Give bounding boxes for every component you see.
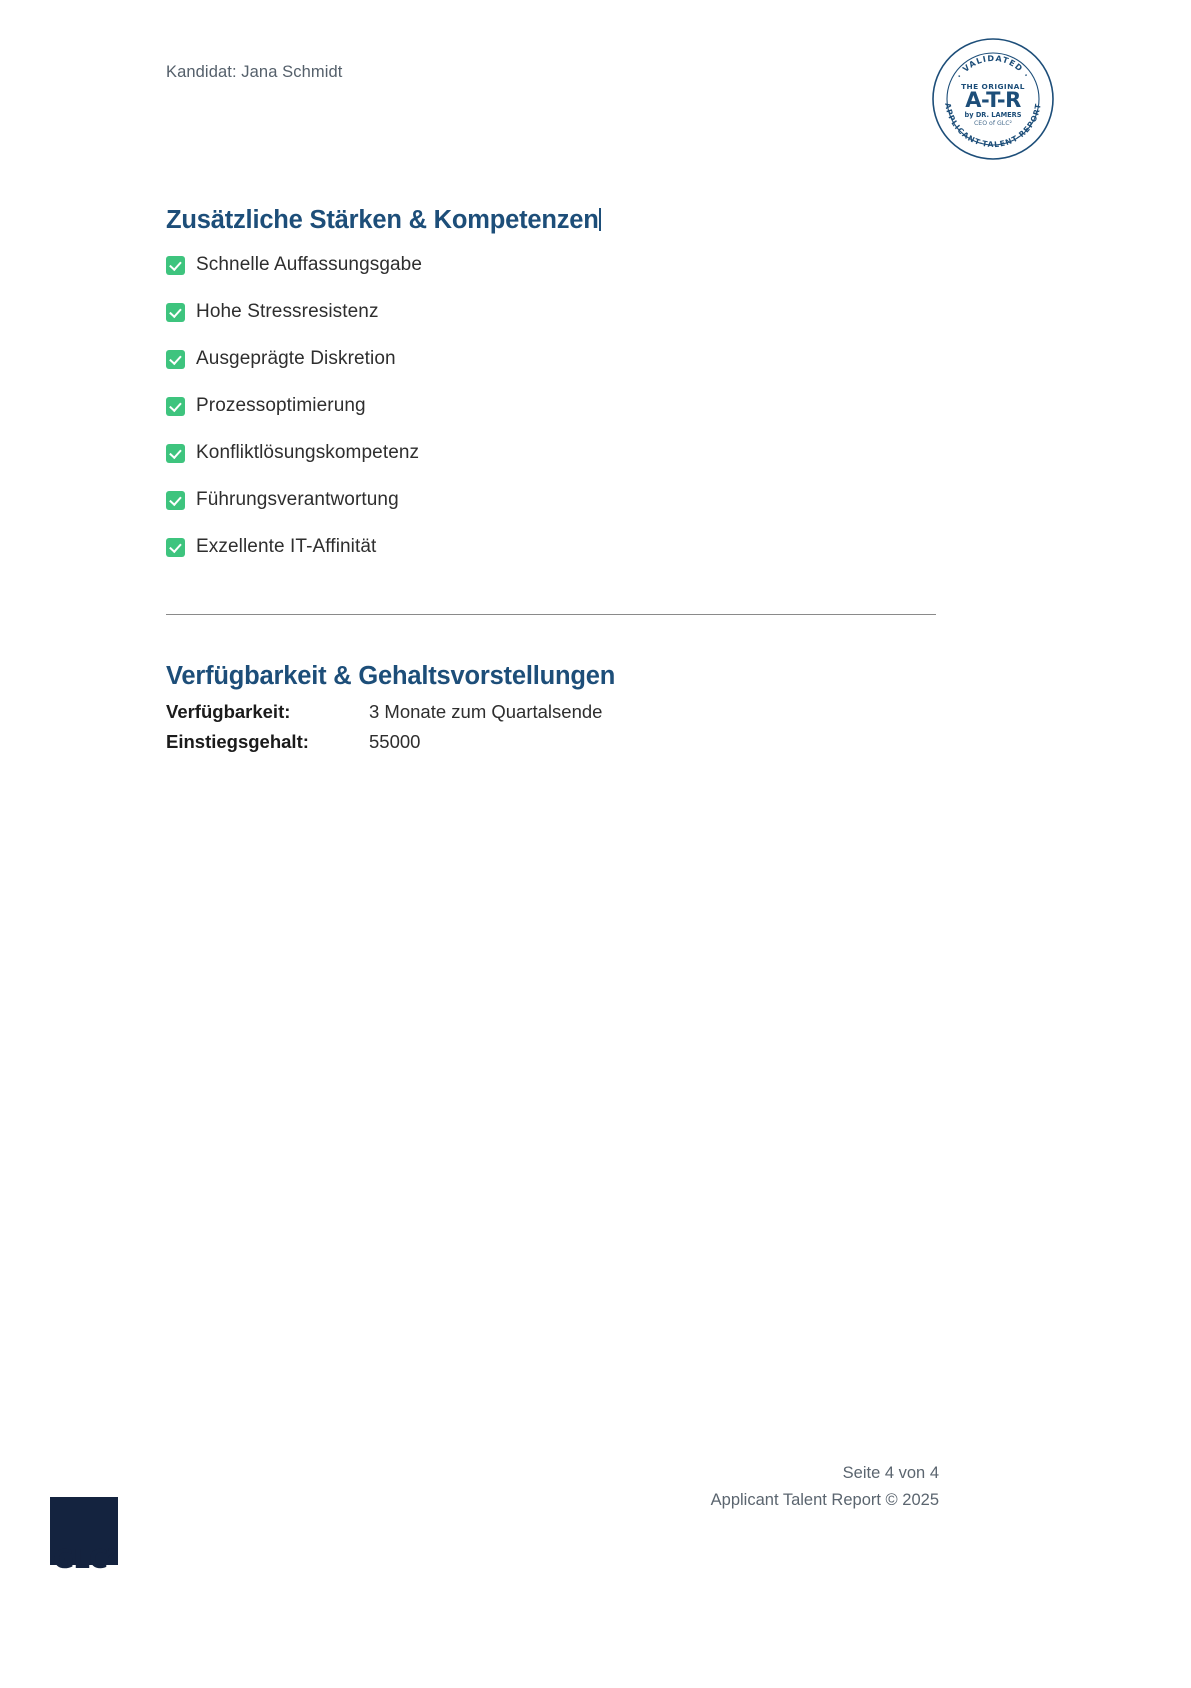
list-item	[166, 336, 936, 383]
strengths-list	[166, 242, 936, 571]
svg-text:by DR. LAMERS: by DR. LAMERS	[964, 111, 1022, 119]
logo-text: GLC	[53, 1545, 107, 1575]
svg-text:A-T-R: A-T-R	[965, 88, 1021, 112]
list-item	[166, 289, 936, 336]
availability-title: Verfügbarkeit & Gehaltsvorstellungen	[166, 661, 616, 690]
check-icon	[166, 397, 185, 416]
list-item	[166, 524, 936, 571]
salary-value: 55000	[369, 731, 421, 753]
check-icon	[166, 303, 185, 322]
availability-key: Verfügbarkeit:	[166, 701, 291, 723]
check-icon	[166, 256, 185, 275]
candidate-header: Kandidat: Jana Schmidt	[166, 63, 343, 81]
logo-superscript: 2	[107, 1546, 116, 1563]
availability-row	[166, 697, 936, 727]
availability-value: 3 Monate zum Quartalsende	[369, 701, 603, 723]
logo-label	[53, 1545, 116, 1575]
check-icon	[166, 491, 185, 510]
svg-text:CEO of GLC²: CEO of GLC²	[973, 120, 1013, 127]
validated-seal-icon	[931, 37, 1055, 161]
glc-logo	[50, 1497, 180, 1587]
list-item-label: Prozessoptimierung	[196, 395, 366, 417]
salary-row	[166, 727, 936, 757]
svg-text:THE ORIGINAL: THE ORIGINAL	[961, 82, 1025, 91]
list-item	[166, 430, 936, 477]
availability-section	[166, 661, 936, 758]
list-item-label: Konfliktlösungskompetenz	[196, 442, 420, 464]
list-item-label: Ausgeprägte Diskretion	[196, 348, 396, 370]
svg-text:APPLICANT-TALENT-REPORT: APPLICANT-TALENT-REPORT	[943, 102, 1043, 150]
page-title	[166, 205, 936, 236]
text-caret	[599, 208, 601, 231]
page-number: Seite 4 von 4	[842, 1464, 939, 1482]
check-icon	[166, 538, 185, 557]
check-icon	[166, 350, 185, 369]
strengths-title-text: Zusätzliche Stärken & Kompetenzen	[166, 206, 599, 234]
salary-key: Einstiegsgehalt:	[166, 731, 309, 753]
list-item	[166, 242, 936, 289]
section-divider	[166, 614, 936, 615]
list-item-label: Schnelle Auffassungsgabe	[196, 254, 423, 276]
list-item	[166, 383, 936, 430]
document-body	[166, 205, 936, 757]
svg-text:· VALIDATED ·: · VALIDATED ·	[954, 53, 1032, 81]
list-item-label: Hohe Stressresistenz	[196, 301, 379, 323]
check-icon	[166, 444, 185, 463]
list-item	[166, 477, 936, 524]
list-item-label: Exzellente IT-Affinität	[196, 536, 377, 558]
list-item-label: Führungsverantwortung	[196, 489, 399, 511]
footer-copyright: Applicant Talent Report © 2025	[710, 1491, 939, 1509]
